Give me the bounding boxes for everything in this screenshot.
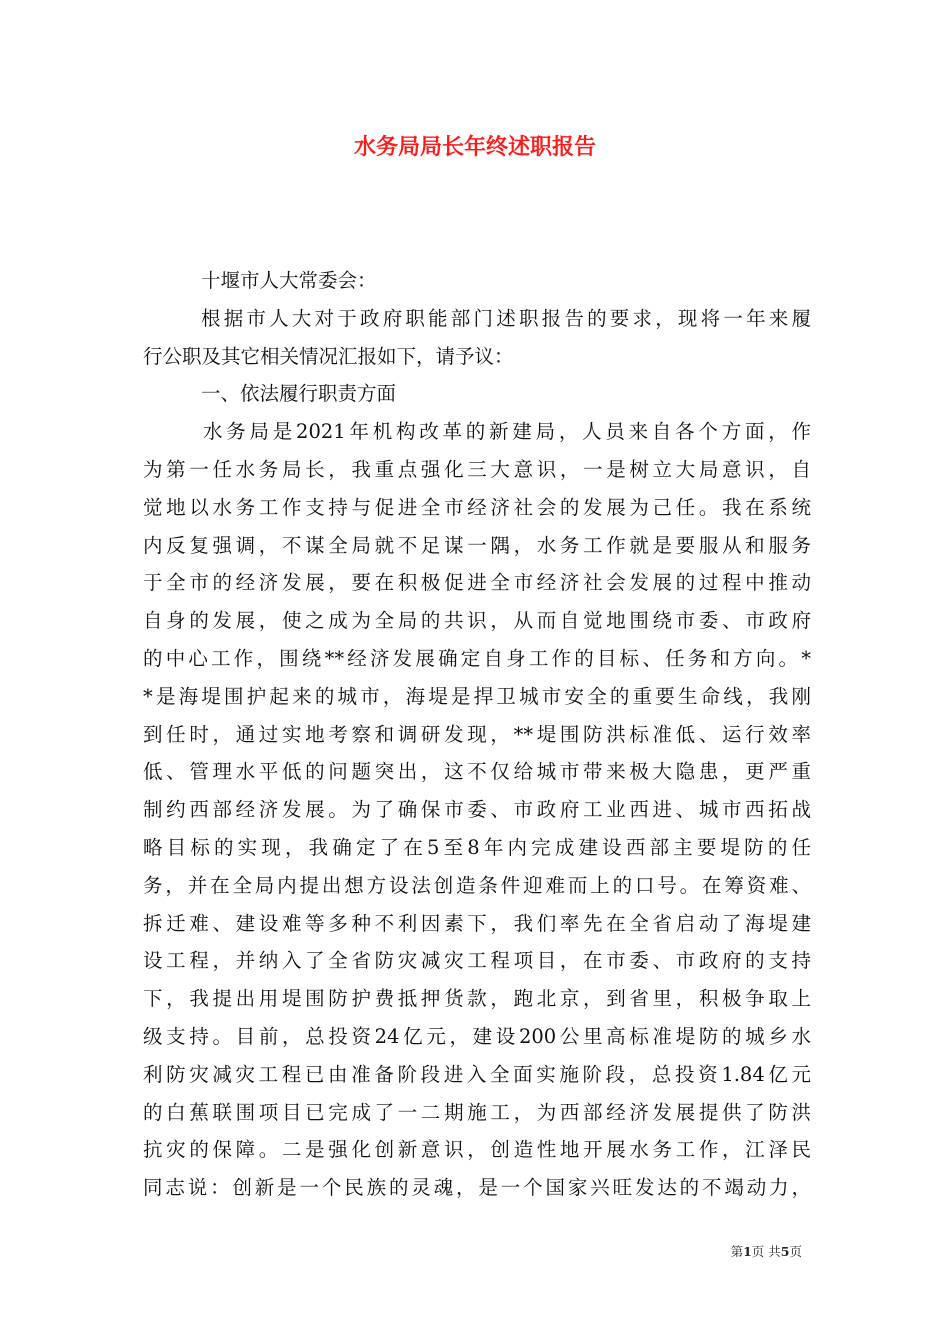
paragraph-2-line: *是海堤围护起来的城市，海堤是捍卫城市安全的重要生命线，我刚 bbox=[143, 684, 811, 708]
paragraph-2-line: 抗灾的保障。二是强化创新意识，创造性地开展水务工作，江泽民 bbox=[143, 1138, 811, 1162]
paragraph-2-line: 自身的发展，使之成为全局的共识，从而自觉地围绕市委、市政府 bbox=[143, 609, 811, 633]
document-body bbox=[143, 262, 811, 1207]
paragraph-2-line: 的中心工作，围绕**经济发展确定自身工作的目标、任务和方向。* bbox=[143, 646, 811, 670]
paragraph-2-line: 拆迁难、建设难等多种不利因素下，我们率先在全省启动了海堤建 bbox=[143, 911, 811, 935]
footer-prefix: 第 bbox=[730, 1244, 744, 1259]
paragraph-2-line: 到任时，通过实地考察和调研发现，**堤围防洪标准低、运行效率 bbox=[143, 722, 811, 746]
paragraph-2-line: 级支持。目前，总投资24亿元，建设200公里高标准堤防的城乡水 bbox=[143, 1024, 811, 1048]
current-page-number: 1 bbox=[743, 1244, 752, 1259]
paragraph-2-line: 制约西部经济发展。为了确保市委、市政府工业西进、城市西拓战 bbox=[143, 798, 811, 822]
paragraph-2-line: 为第一任水务局长，我重点强化三大意识，一是树立大局意识，自 bbox=[143, 457, 811, 481]
total-pages-number: 5 bbox=[780, 1244, 790, 1259]
paragraph-2-line: 务，并在全局内提出想方设法创造条件迎难而上的口号。在筹资难、 bbox=[143, 873, 811, 897]
paragraph-2-line: 于全市的经济发展，要在积极促进全市经济社会发展的过程中推动 bbox=[143, 571, 811, 595]
page-footer bbox=[731, 1243, 802, 1261]
paragraph-2-line: 的白蕉联围项目已完成了一二期施工，为西部经济发展提供了防洪 bbox=[143, 1100, 811, 1124]
paragraph-2-line: 同志说：创新是一个民族的灵魂，是一个国家兴旺发达的不竭动力， bbox=[143, 1176, 811, 1200]
paragraph-2-line: 略目标的实现，我确定了在5至8年内完成建设西部主要堤防的任 bbox=[143, 835, 811, 859]
paragraph-2-line: 利防灾减灾工程已由准备阶段进入全面实施阶段，总投资1.84亿元 bbox=[143, 1062, 811, 1086]
paragraph-2-line: 下，我提出用堤围防护费抵押货款，跑北京，到省里，积极争取上 bbox=[143, 987, 811, 1011]
footer-suffix: 页 bbox=[789, 1244, 802, 1259]
salutation: 十堰市人大常委会： bbox=[201, 269, 377, 292]
section-heading: 一、依法履行职责方面 bbox=[201, 382, 397, 406]
paragraph-2-line: 觉地以水务工作支持与促进全市经济社会的发展为己任。我在系统 bbox=[143, 495, 811, 519]
paragraph-2-line: 设工程，并纳入了全省防灾减灾工程项目，在市委、市政府的支持 bbox=[143, 949, 811, 973]
paragraph-1-line: 行公职及其它相关情况汇报如下，请予议： bbox=[143, 344, 514, 368]
paragraph-2-line: 水务局是2021年机构改革的新建局，人员来自各个方面，作 bbox=[203, 420, 811, 444]
paragraph-1-line: 根据市人大对于政府职能部门述职报告的要求，现将一年来履 bbox=[201, 306, 811, 330]
footer-middle: 页 共 bbox=[751, 1244, 781, 1259]
paragraph-2-line: 内反复强调，不谋全局就不足谋一隅，水务工作就是要服从和服务 bbox=[143, 533, 811, 557]
document-title: 水务局局长年终述职报告 bbox=[353, 134, 596, 160]
paragraph-2-line: 低、管理水平低的问题突出，这不仅给城市带来极大隐患，更严重 bbox=[143, 760, 811, 784]
